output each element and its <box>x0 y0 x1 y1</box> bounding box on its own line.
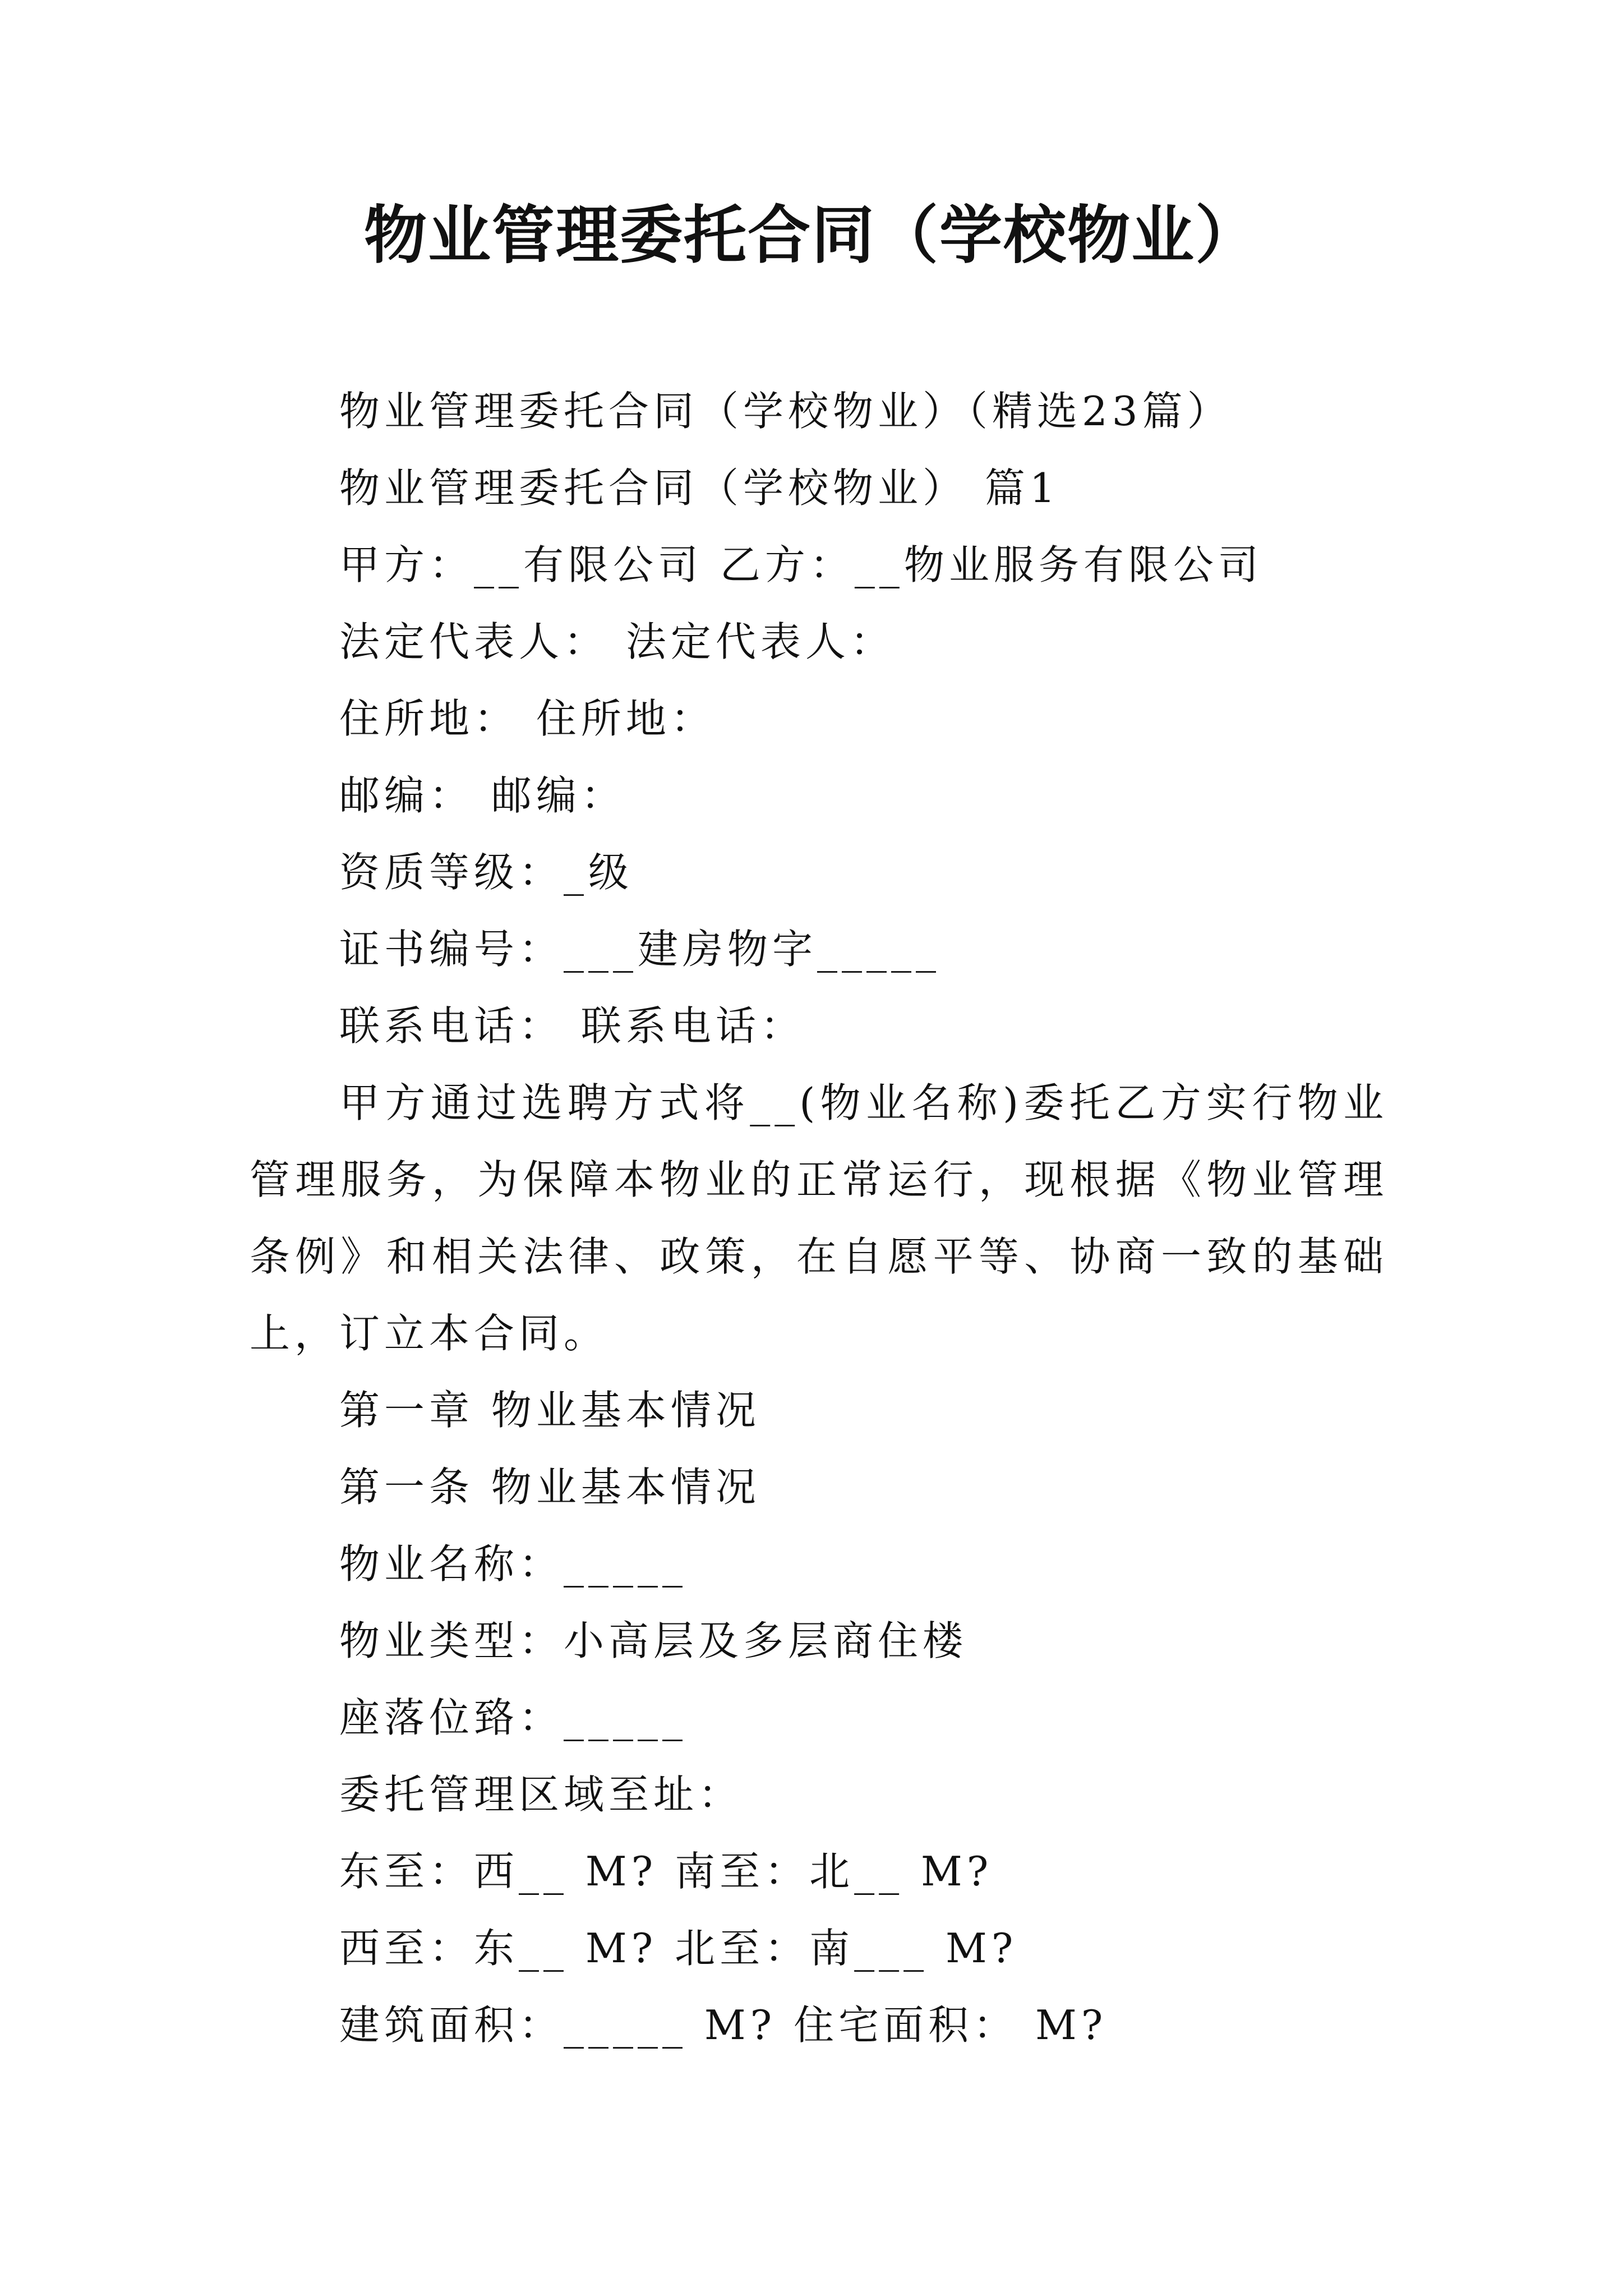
phone-line: 联系电话： 联系电话： <box>339 1002 805 1050</box>
address-line: 住所地： 住所地： <box>339 695 716 742</box>
article-heading: 第一条 物业基本情况 <box>339 1464 760 1511</box>
chapter-heading: 第一章 物业基本情况 <box>339 1387 760 1434</box>
property-name-line: 物业名称：_____ <box>339 1540 688 1588</box>
certificate-line: 证书编号：___建房物字_____ <box>339 926 941 973</box>
boundary-west-north-line: 西至：东__ M? 北至：南___ M? <box>339 1925 1018 1972</box>
intro-paragraph: 甲方通过选聘方式将__(物业名称)委托乙方实行物业管理服务，为保障本物业的正常运行，现根据《物业管理条例》和相关法律、政策，在自愿平等、协商一致的基础上，订立本合同。 <box>250 1079 1388 1357</box>
parties-line: 甲方：__有限公司 乙方：__物业服务有限公司 <box>339 541 1263 588</box>
document-body <box>250 373 1388 2064</box>
boundary-east-south-line: 东至：西__ M? 南至：北__ M? <box>339 1848 993 1895</box>
property-type-line: 物业类型：小高层及多层商住楼 <box>339 1617 968 1664</box>
subtitle-line: 物业管理委托合同（学校物业）（精选23篇） <box>339 388 1232 435</box>
section-heading: 物业管理委托合同（学校物业） 篇1 <box>339 464 1060 512</box>
qualification-line: 资质等级：_级 <box>339 849 634 896</box>
legal-representative-line: 法定代表人： 法定代表人： <box>339 618 895 665</box>
area-line: 建筑面积：_____ M? 住宅面积： M? <box>339 2001 1108 2049</box>
postcode-line: 邮编： 邮编： <box>339 772 626 819</box>
location-line: 座落位臵：_____ <box>339 1694 688 1741</box>
document-title: 物业管理委托合同（学校物业） <box>364 199 1259 272</box>
management-area-line: 委托管理区域至址： <box>339 1771 744 1818</box>
